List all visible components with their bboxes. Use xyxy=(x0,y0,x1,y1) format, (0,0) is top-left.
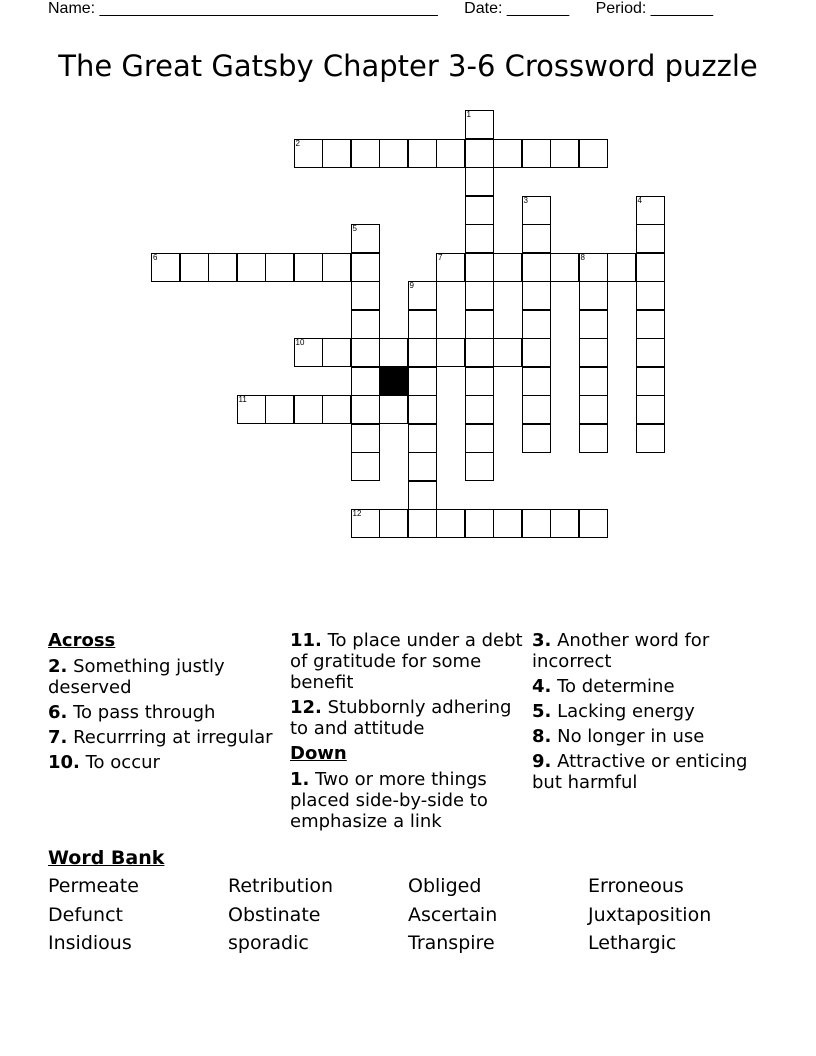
grid-cell[interactable] xyxy=(408,481,437,510)
grid-cell[interactable] xyxy=(493,338,522,367)
word-bank-item: Insidious xyxy=(48,932,132,954)
grid-cell[interactable] xyxy=(408,395,437,424)
page-title: The Great Gatsby Chapter 3-6 Crossword puzzle xyxy=(58,49,758,83)
grid-cell[interactable] xyxy=(265,253,294,282)
grid-cell[interactable] xyxy=(465,395,494,424)
grid-cell[interactable] xyxy=(579,338,608,367)
clue-down-3: 3. Another word for incorrect xyxy=(532,630,710,672)
clue-number: 8 xyxy=(580,252,585,262)
grid-cell[interactable] xyxy=(351,452,380,481)
grid-cell[interactable] xyxy=(465,110,494,139)
grid-cell[interactable] xyxy=(465,253,494,282)
grid-cell[interactable] xyxy=(408,281,437,310)
grid-cell[interactable] xyxy=(408,139,437,168)
clue-number: 7 xyxy=(438,252,443,262)
grid-cell[interactable] xyxy=(550,253,579,282)
grid-cell[interactable] xyxy=(408,424,437,453)
word-bank-item: Ascertain xyxy=(408,904,498,926)
grid-cell[interactable] xyxy=(436,253,465,282)
grid-cell[interactable] xyxy=(607,253,636,282)
grid-cell[interactable] xyxy=(408,310,437,339)
clue-down-8: 8. No longer in use xyxy=(532,726,705,747)
grid-cell[interactable] xyxy=(322,395,351,424)
grid-cell[interactable] xyxy=(636,310,665,339)
grid-cell[interactable] xyxy=(465,281,494,310)
clue-number: 3 xyxy=(523,195,528,205)
grid-cell[interactable] xyxy=(465,224,494,253)
grid-cell[interactable] xyxy=(351,253,380,282)
clue-number: 9 xyxy=(409,281,414,290)
word-bank-title: Word Bank xyxy=(48,847,165,869)
grid-cell[interactable] xyxy=(636,253,665,282)
grid-cell[interactable] xyxy=(379,338,408,367)
down-heading: Down xyxy=(290,743,347,764)
word-bank-item: Erroneous xyxy=(588,875,684,897)
grid-cell[interactable] xyxy=(636,424,665,453)
grid-cell[interactable] xyxy=(522,196,551,225)
grid-cell[interactable] xyxy=(493,139,522,168)
grid-cell[interactable] xyxy=(522,424,551,453)
clue-across-7: 7. Recurrring at irregular xyxy=(48,727,273,748)
grid-cell[interactable] xyxy=(579,395,608,424)
grid-cell[interactable] xyxy=(351,367,380,396)
grid-cell[interactable] xyxy=(379,509,408,538)
period-field[interactable]: Period: _______ xyxy=(595,0,714,17)
grid-cell[interactable] xyxy=(408,452,437,481)
grid-cell[interactable] xyxy=(465,167,494,196)
grid-cell[interactable] xyxy=(579,139,608,168)
clue-down-5: 5. Lacking energy xyxy=(532,701,695,722)
block-cell xyxy=(379,367,408,396)
grid-cell[interactable] xyxy=(465,452,494,481)
clue-across-11: 11. To place under a debt of gratitude for some benefit xyxy=(290,630,523,693)
grid-cell[interactable] xyxy=(493,509,522,538)
word-bank-item: Juxtaposition xyxy=(588,904,712,926)
clues-column-3 xyxy=(532,630,770,797)
word-bank-item: Transpire xyxy=(408,932,495,954)
grid-cell[interactable] xyxy=(579,310,608,339)
grid-cell[interactable] xyxy=(465,196,494,225)
word-bank-item: Permeate xyxy=(48,875,139,897)
grid-cell[interactable] xyxy=(180,253,209,282)
clue-across-2: 2. Something justly deserved xyxy=(48,656,225,698)
grid-cell[interactable] xyxy=(579,509,608,538)
clue-across-6: 6. To pass through xyxy=(48,702,216,723)
grid-cell[interactable] xyxy=(550,509,579,538)
grid-cell[interactable] xyxy=(294,253,323,282)
date-field[interactable]: Date: _______ xyxy=(464,0,570,17)
grid-cell[interactable] xyxy=(408,509,437,538)
grid-cell[interactable] xyxy=(522,367,551,396)
name-field[interactable]: Name: ______________________________________ xyxy=(48,0,438,17)
grid-cell[interactable] xyxy=(351,224,380,253)
grid-cell[interactable] xyxy=(636,224,665,253)
grid-cell[interactable] xyxy=(550,139,579,168)
grid-cell[interactable] xyxy=(579,253,608,282)
grid-cell[interactable] xyxy=(522,509,551,538)
grid-cell[interactable] xyxy=(351,509,380,538)
grid-cell[interactable] xyxy=(408,338,437,367)
grid-cell[interactable] xyxy=(237,253,266,282)
clues-column-1 xyxy=(48,630,286,777)
grid-cell[interactable] xyxy=(351,424,380,453)
grid-cell[interactable] xyxy=(351,310,380,339)
grid-cell[interactable] xyxy=(151,253,180,282)
word-bank-item: Obliged xyxy=(408,875,482,897)
grid-cell[interactable] xyxy=(351,281,380,310)
grid-cell[interactable] xyxy=(522,224,551,253)
grid-cell[interactable] xyxy=(294,395,323,424)
grid-cell[interactable] xyxy=(351,139,380,168)
grid-cell[interactable] xyxy=(351,338,380,367)
clue-down-1: 1. Two or more things placed side-by-side to emphasize a link xyxy=(290,769,488,832)
clue-down-4: 4. To determine xyxy=(532,676,675,697)
grid-cell[interactable] xyxy=(436,338,465,367)
clue-number: 12 xyxy=(352,509,362,518)
grid-cell[interactable] xyxy=(322,253,351,282)
grid-cell[interactable] xyxy=(522,281,551,310)
clue-number: 2 xyxy=(295,138,300,148)
clue-number: 10 xyxy=(295,338,305,347)
clue-across-10: 10. To occur xyxy=(48,752,160,773)
word-bank-item: Lethargic xyxy=(588,932,677,954)
grid-cell[interactable] xyxy=(265,395,294,424)
clue-across-12: 12. Stubbornly adhering to and attitude xyxy=(290,697,512,739)
grid-cell[interactable] xyxy=(294,139,323,168)
grid-cell[interactable] xyxy=(636,281,665,310)
grid-cell[interactable] xyxy=(636,395,665,424)
grid-cell[interactable] xyxy=(351,395,380,424)
word-bank-item: sporadic xyxy=(228,932,309,954)
grid-cell[interactable] xyxy=(465,367,494,396)
clue-number: 4 xyxy=(637,195,642,205)
clue-number: 6 xyxy=(153,252,158,262)
grid-cell[interactable] xyxy=(522,338,551,367)
clue-number: 1 xyxy=(466,110,471,119)
grid-cell[interactable] xyxy=(579,281,608,310)
grid-cell[interactable] xyxy=(379,395,408,424)
grid-cell[interactable] xyxy=(465,338,494,367)
grid-cell[interactable] xyxy=(294,338,323,367)
grid-cell[interactable] xyxy=(522,139,551,168)
grid-cell[interactable] xyxy=(465,310,494,339)
grid-cell[interactable] xyxy=(436,139,465,168)
grid-cell[interactable] xyxy=(465,139,494,168)
word-bank-item: Defunct xyxy=(48,904,123,926)
clue-number: 5 xyxy=(352,224,357,233)
grid-cell[interactable] xyxy=(408,367,437,396)
grid-cell[interactable] xyxy=(522,395,551,424)
grid-cell[interactable] xyxy=(636,196,665,225)
grid-cell[interactable] xyxy=(579,367,608,396)
grid-cell[interactable] xyxy=(465,509,494,538)
grid-cell[interactable] xyxy=(493,253,522,282)
word-bank-item: Obstinate xyxy=(228,904,321,926)
grid-cell[interactable] xyxy=(436,509,465,538)
grid-cell[interactable] xyxy=(522,310,551,339)
word-bank-item: Retribution xyxy=(228,875,334,897)
grid-cell[interactable] xyxy=(379,139,408,168)
clues-column-2 xyxy=(290,630,528,836)
grid-cell[interactable] xyxy=(237,395,266,424)
grid-cell[interactable] xyxy=(636,367,665,396)
across-heading: Across xyxy=(48,630,116,651)
grid-cell[interactable] xyxy=(322,338,351,367)
grid-cell[interactable] xyxy=(322,139,351,168)
clue-number: 11 xyxy=(238,395,247,404)
grid-cell[interactable] xyxy=(465,424,494,453)
grid-cell[interactable] xyxy=(579,424,608,453)
clue-down-9: 9. Attractive or enticing but harmful xyxy=(532,751,748,793)
grid-cell[interactable] xyxy=(636,338,665,367)
grid-cell[interactable] xyxy=(208,253,237,282)
grid-cell[interactable] xyxy=(522,253,551,282)
